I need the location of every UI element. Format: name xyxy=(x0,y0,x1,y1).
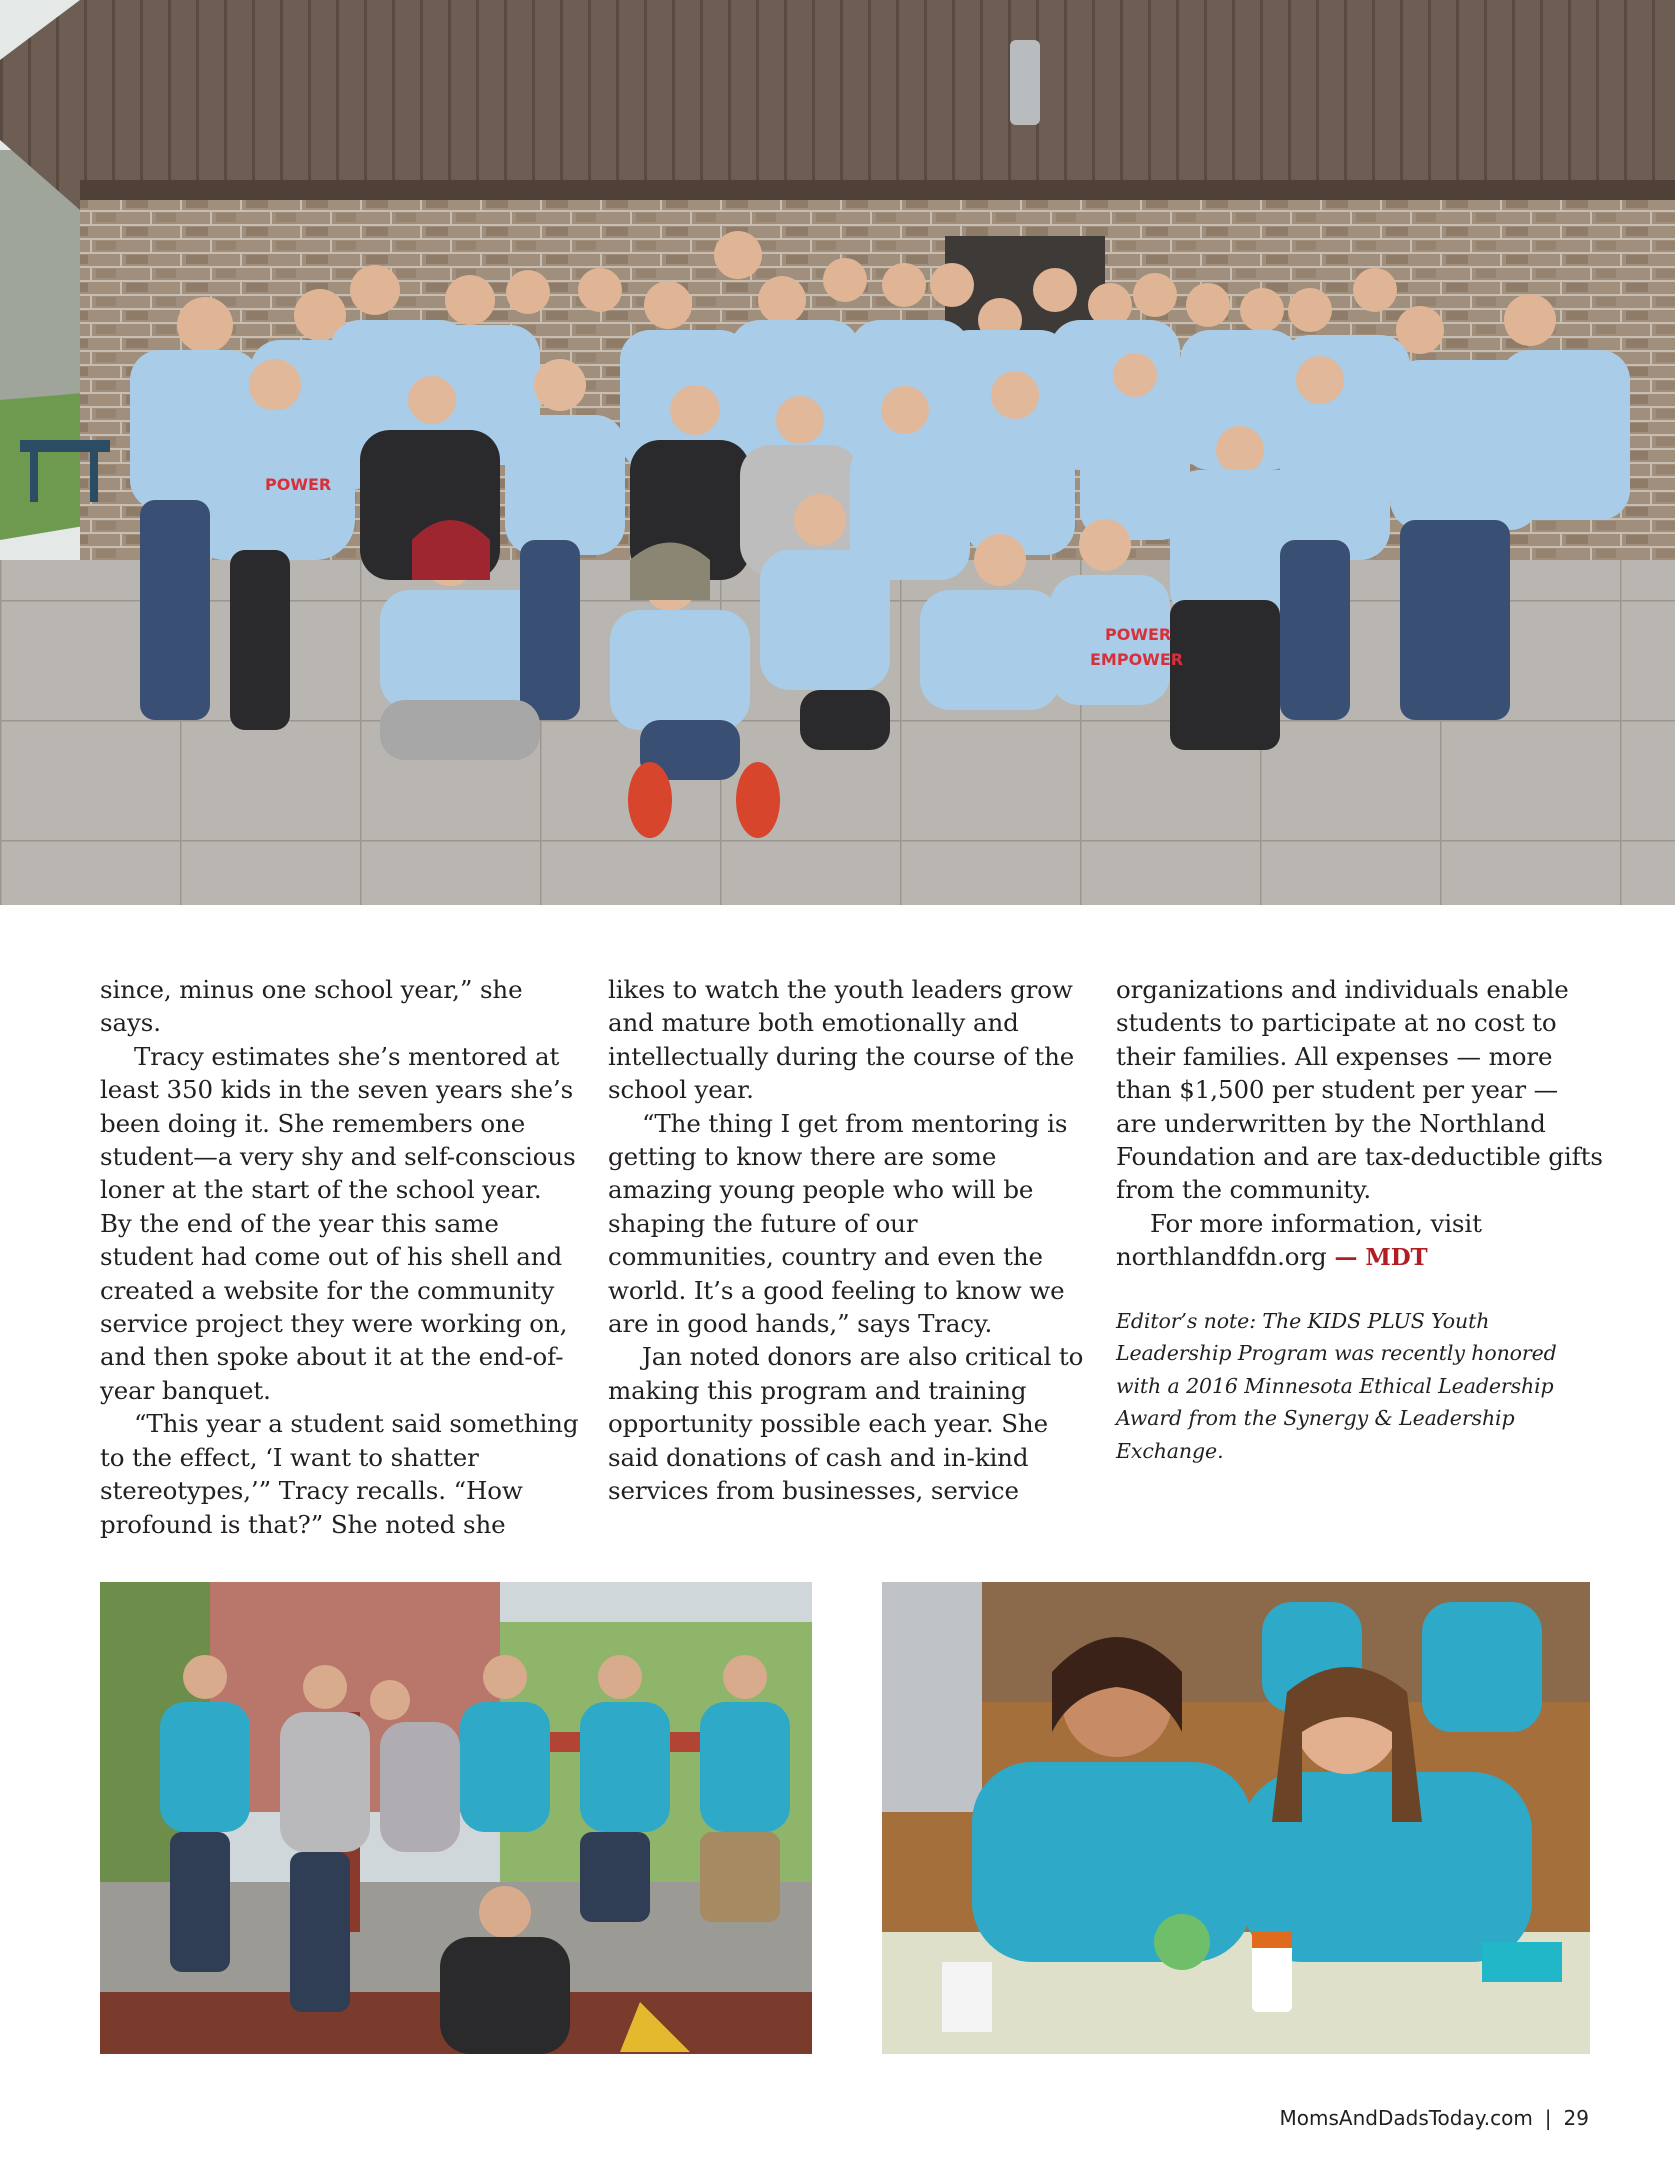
students-crafts-photo xyxy=(882,1582,1590,2054)
page-number: 29 xyxy=(1563,2106,1589,2130)
shirt-logo-text: POWER xyxy=(1105,625,1172,644)
paragraph: likes to watch the youth leaders grow and mature both emotionally and intellectually during the course of the school year. xyxy=(608,975,1075,1105)
more-info-text: For more information, visit northlandfdn.org xyxy=(1116,1208,1482,1272)
group-photo xyxy=(0,0,1675,905)
shirt-logo-text: POWER xyxy=(265,475,332,494)
paragraph: Tracy estimates she’s mentored at least 350 kids in the seven years she’s been doing it. She remembers one student—a very shy and self-conscious loner at the start of the school year. By the end of the year this same student had come out of his shell and created a website for the community service project they were working on, and then spoke about it at the end-of-year banquet. xyxy=(100,1041,576,1405)
paragraph: organizations and individuals enable students to participate at no cost to their families. All expenses — more than $1,500 per student per year — are underwritten by the Northland Foundation and are tax-deductible gifts from the community. xyxy=(1116,975,1603,1205)
article-column-1 xyxy=(100,973,580,1541)
group-photo-illustration xyxy=(0,0,1675,905)
author-signature: — MDT xyxy=(1326,1244,1428,1272)
page-footer xyxy=(1280,2106,1589,2130)
footer-separator: | xyxy=(1544,2106,1552,2130)
volunteers-playground-illustration xyxy=(100,1582,812,2054)
paragraph: “This year a student said something to the effect, ‘I want to shatter stereotypes,’” Tracy recalls. “How profound is that?” She noted she xyxy=(100,1409,579,1539)
site-name: MomsAndDadsToday.com xyxy=(1279,2106,1533,2130)
paragraph: Jan noted donors are also critical to making this program and training opportunity possible each year. She said donations of cash and in-kind services from businesses, service xyxy=(608,1342,1084,1506)
article-column-2 xyxy=(608,973,1088,1508)
volunteers-playground-photo xyxy=(100,1582,812,2054)
article-column-3 xyxy=(1116,973,1606,1468)
shirt-logo-text: EMPOWER xyxy=(1090,650,1184,669)
paragraph: “The thing I get from mentoring is getting to know there are some amazing young people who will be shaping the future of our communities, country and even the world. It’s a good feeling to know we are in good hands,” says Tracy. xyxy=(608,1108,1068,1339)
editors-note: Editor’s note: The KIDS PLUS Youth Leadership Program was recently honored with a 2016 Minnesota Ethical Leadership Award from the Synergy & Leadership Exchange. xyxy=(1116,1308,1557,1464)
paragraph: since, minus one school year,” she says. xyxy=(100,975,523,1038)
students-crafts-illustration xyxy=(882,1582,1590,2054)
paragraph-closing xyxy=(1116,1207,1606,1275)
